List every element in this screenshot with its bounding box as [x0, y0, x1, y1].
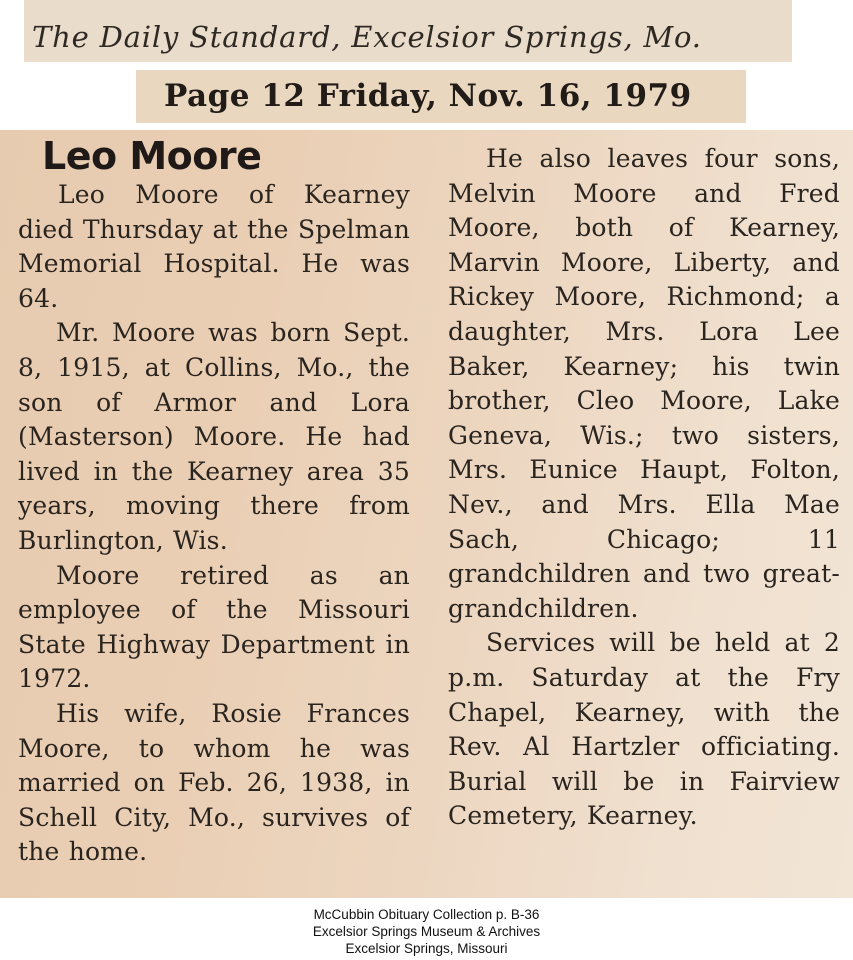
credit-line-museum: Excelsior Springs Museum & Archives [312, 924, 541, 939]
obituary-paragraph-5: He also leaves four sons, Melvin Moore and Fred Moore, both of Kearney, Marvin Moore, Liberty, and Rickey Moore, Richmond; a daughter, Mrs. Lora Lee Baker, Kearney; his twin brother, Cleo Moore, Lake Geneva, Wis.; two sisters, Mrs. Eunice Haupt, Folton, Nev., and Mrs. Ella Mae Sach, Chicago; 11 grandchildren and two great-grandchildren. [448, 144, 840, 623]
credit-line-collection: McCubbin Obituary Collection p. B-36 [313, 907, 540, 922]
obituary-headline: Leo Moore [42, 134, 262, 178]
credit-line-location: Excelsior Springs, Missouri [345, 941, 508, 956]
collection-credit [0, 906, 853, 957]
publication-masthead: The Daily Standard, Excelsior Springs, Mo. [24, 0, 792, 62]
obituary-paragraph-2: Mr. Moore was born Sept. 8, 1915, at Collins, Mo., the son of Armor and Lora (Masterson) Moore. He had lived in the Kearney area 35 years, moving there from Burlington, Wis. [18, 318, 410, 555]
obituary-paragraph-3: Moore retired as an employee of the Missouri State Highway Department in 1972. [18, 560, 410, 694]
page-dateline: Page 12 Friday, Nov. 16, 1979 [136, 70, 746, 123]
right-column [448, 142, 840, 834]
obituary-paragraph-6: Services will be held at 2 p.m. Saturday at the Fry Chapel, Kearney, with the Rev. Al Hartzler officiating. Burial will be in Fairview Cemetery, Kearney. [448, 628, 840, 831]
newspaper-clipping [0, 130, 853, 898]
obituary-paragraph-4: His wife, Rosie Frances Moore, to whom he was married on Feb. 26, 1938, in Schell City, Mo., survives of the home. [18, 698, 410, 867]
left-column [18, 178, 410, 870]
obituary-paragraph-1: Leo Moore of Kearney died Thursday at the Spelman Memorial Hospital. He was 64. [18, 180, 410, 313]
